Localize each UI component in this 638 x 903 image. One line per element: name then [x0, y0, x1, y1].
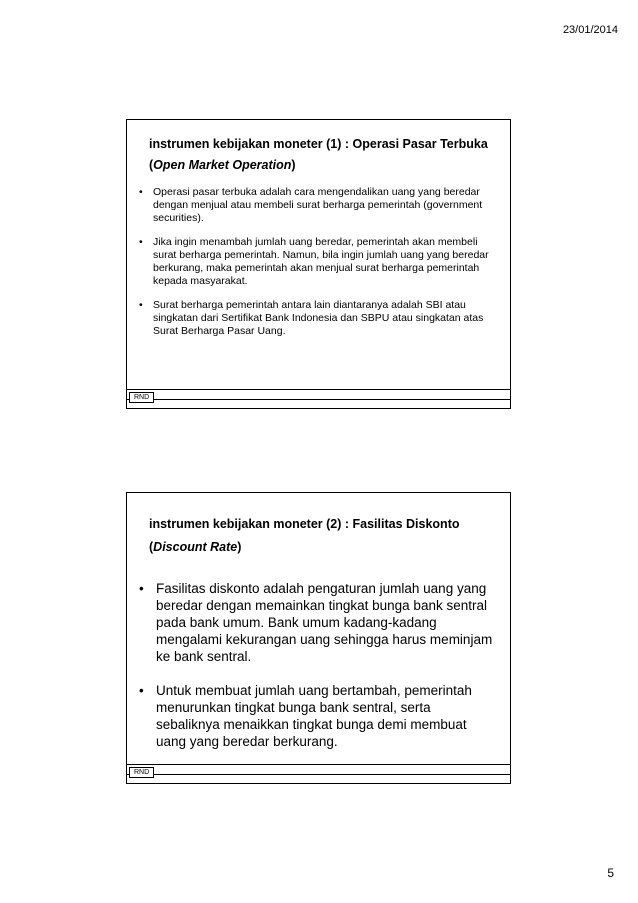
slide-title-close: ) — [291, 158, 296, 172]
slide-1 — [126, 119, 511, 409]
slide-title — [149, 513, 496, 559]
bullet-icon: • — [139, 581, 144, 596]
bullet-text: Jika ingin menambah jumlah uang beredar, pemerintah akan membeli surat berharga pemerintah. Namun, bila ingin jumlah uang yang beredar berkurang, maka pemerintah akan menjual surat berharga pemerintah kepada masyarakat. — [153, 236, 489, 287]
slide-footer-bar — [127, 389, 510, 400]
bullet-icon: • — [139, 683, 144, 698]
bullet-icon: • — [139, 186, 143, 198]
slide-2 — [126, 492, 511, 784]
slide-footer-tag: RND — [129, 767, 154, 778]
slide-title-close: ) — [237, 540, 242, 554]
bullet-item — [139, 299, 498, 338]
bullet-text: Fasilitas diskonto adalah pengaturan jumlah uang yang beredar dengan memainkan tingkat bunga bank sentral pada bank umum. Bank umum kadang-kadang mengalami kekurangan uang sehingga harus meminjam ke bank sentral. — [156, 581, 493, 664]
slide-title-emphasis: Discount Rate — [153, 540, 238, 554]
page-date: 23/01/2014 — [562, 24, 618, 36]
bullet-text: Operasi pasar terbuka adalah cara mengendalikan uang yang beredar dengan menjual atau membeli surat berharga pemerintah (government securities). — [153, 186, 483, 224]
slide-footer-bar — [127, 764, 510, 775]
bullet-icon: • — [139, 299, 143, 311]
page-number: 5 — [607, 866, 614, 880]
slide-title-text: instrumen kebijakan moneter (1) : Operasi Pasar Terbuka ( — [149, 137, 488, 172]
bullet-list — [139, 580, 498, 767]
bullet-item — [139, 682, 498, 750]
slide-title-text: instrumen kebijakan moneter (2) : Fasilitas Diskonto ( — [149, 517, 460, 554]
bullet-list — [139, 186, 498, 349]
bullet-text: Untuk membuat jumlah uang bertambah, pemerintah menurunkan tingkat bunga bank sentral, serta sebaliknya menaikkan tingkat bunga demi membuat uang yang beredar berkurang. — [156, 683, 472, 749]
slide-title — [149, 134, 496, 176]
bullet-item — [139, 580, 498, 665]
bullet-item — [139, 236, 498, 288]
slide-title-emphasis: Open Market Operation — [153, 158, 292, 172]
bullet-icon: • — [139, 236, 143, 248]
bullet-item — [139, 186, 498, 225]
bullet-text: Surat berharga pemerintah antara lain diantaranya adalah SBI atau singkatan dari Sertifikat Bank Indonesia dan SBPU atau singkatan atas Surat Berharga Pasar Uang. — [153, 299, 484, 337]
slide-footer-tag: RND — [129, 392, 154, 403]
